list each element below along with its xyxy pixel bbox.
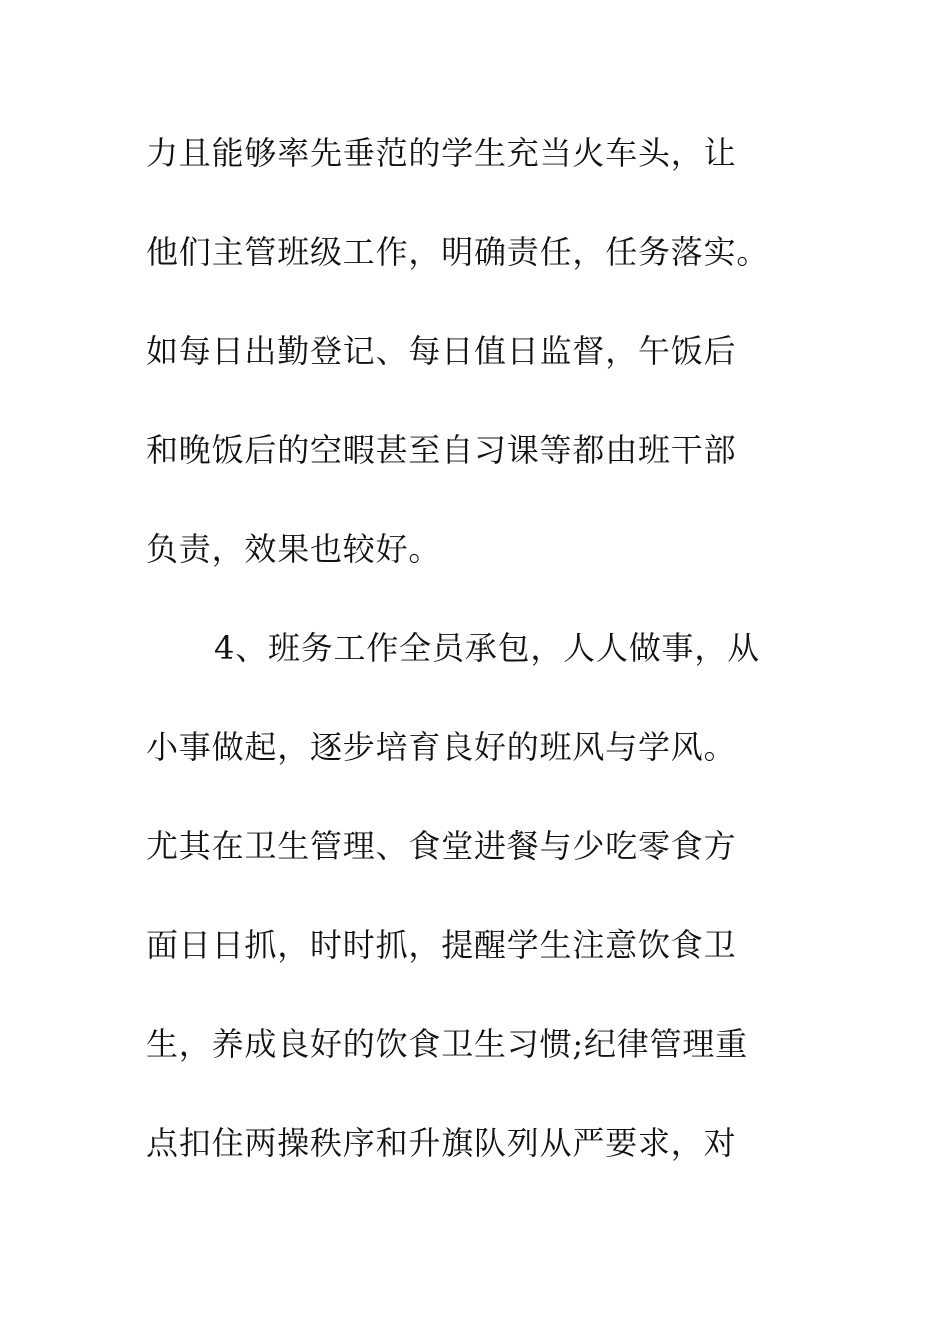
text-line-3: 如每日出勤登记、每日值日监督，午饭后 bbox=[146, 332, 737, 370]
text-line-1: 力且能够率先垂范的学生充当火车头，让 bbox=[146, 134, 737, 172]
text-line-7: 小事做起，逐步培育良好的班风与学风。 bbox=[146, 728, 737, 766]
paragraph-start-line: 4、班务工作全员承包，人人做事，从 bbox=[214, 629, 760, 667]
text-line-2: 他们主管班级工作，明确责任，任务落实。 bbox=[146, 233, 770, 271]
text-line-9: 面日日抓，时时抓，提醒学生注意饮食卫 bbox=[146, 926, 737, 964]
text-line-4: 和晚饭后的空暇甚至自习课等都由班干部 bbox=[146, 431, 737, 469]
text-line-10: 生，养成良好的饮食卫生习惯;纪律管理重 bbox=[146, 1025, 748, 1063]
text-line-11: 点扣住两操秩序和升旗队列从严要求，对 bbox=[146, 1124, 737, 1162]
text-line-5: 负责，效果也较好。 bbox=[146, 530, 442, 568]
text-line-8: 尤其在卫生管理、食堂进餐与少吃零食方 bbox=[146, 827, 737, 865]
